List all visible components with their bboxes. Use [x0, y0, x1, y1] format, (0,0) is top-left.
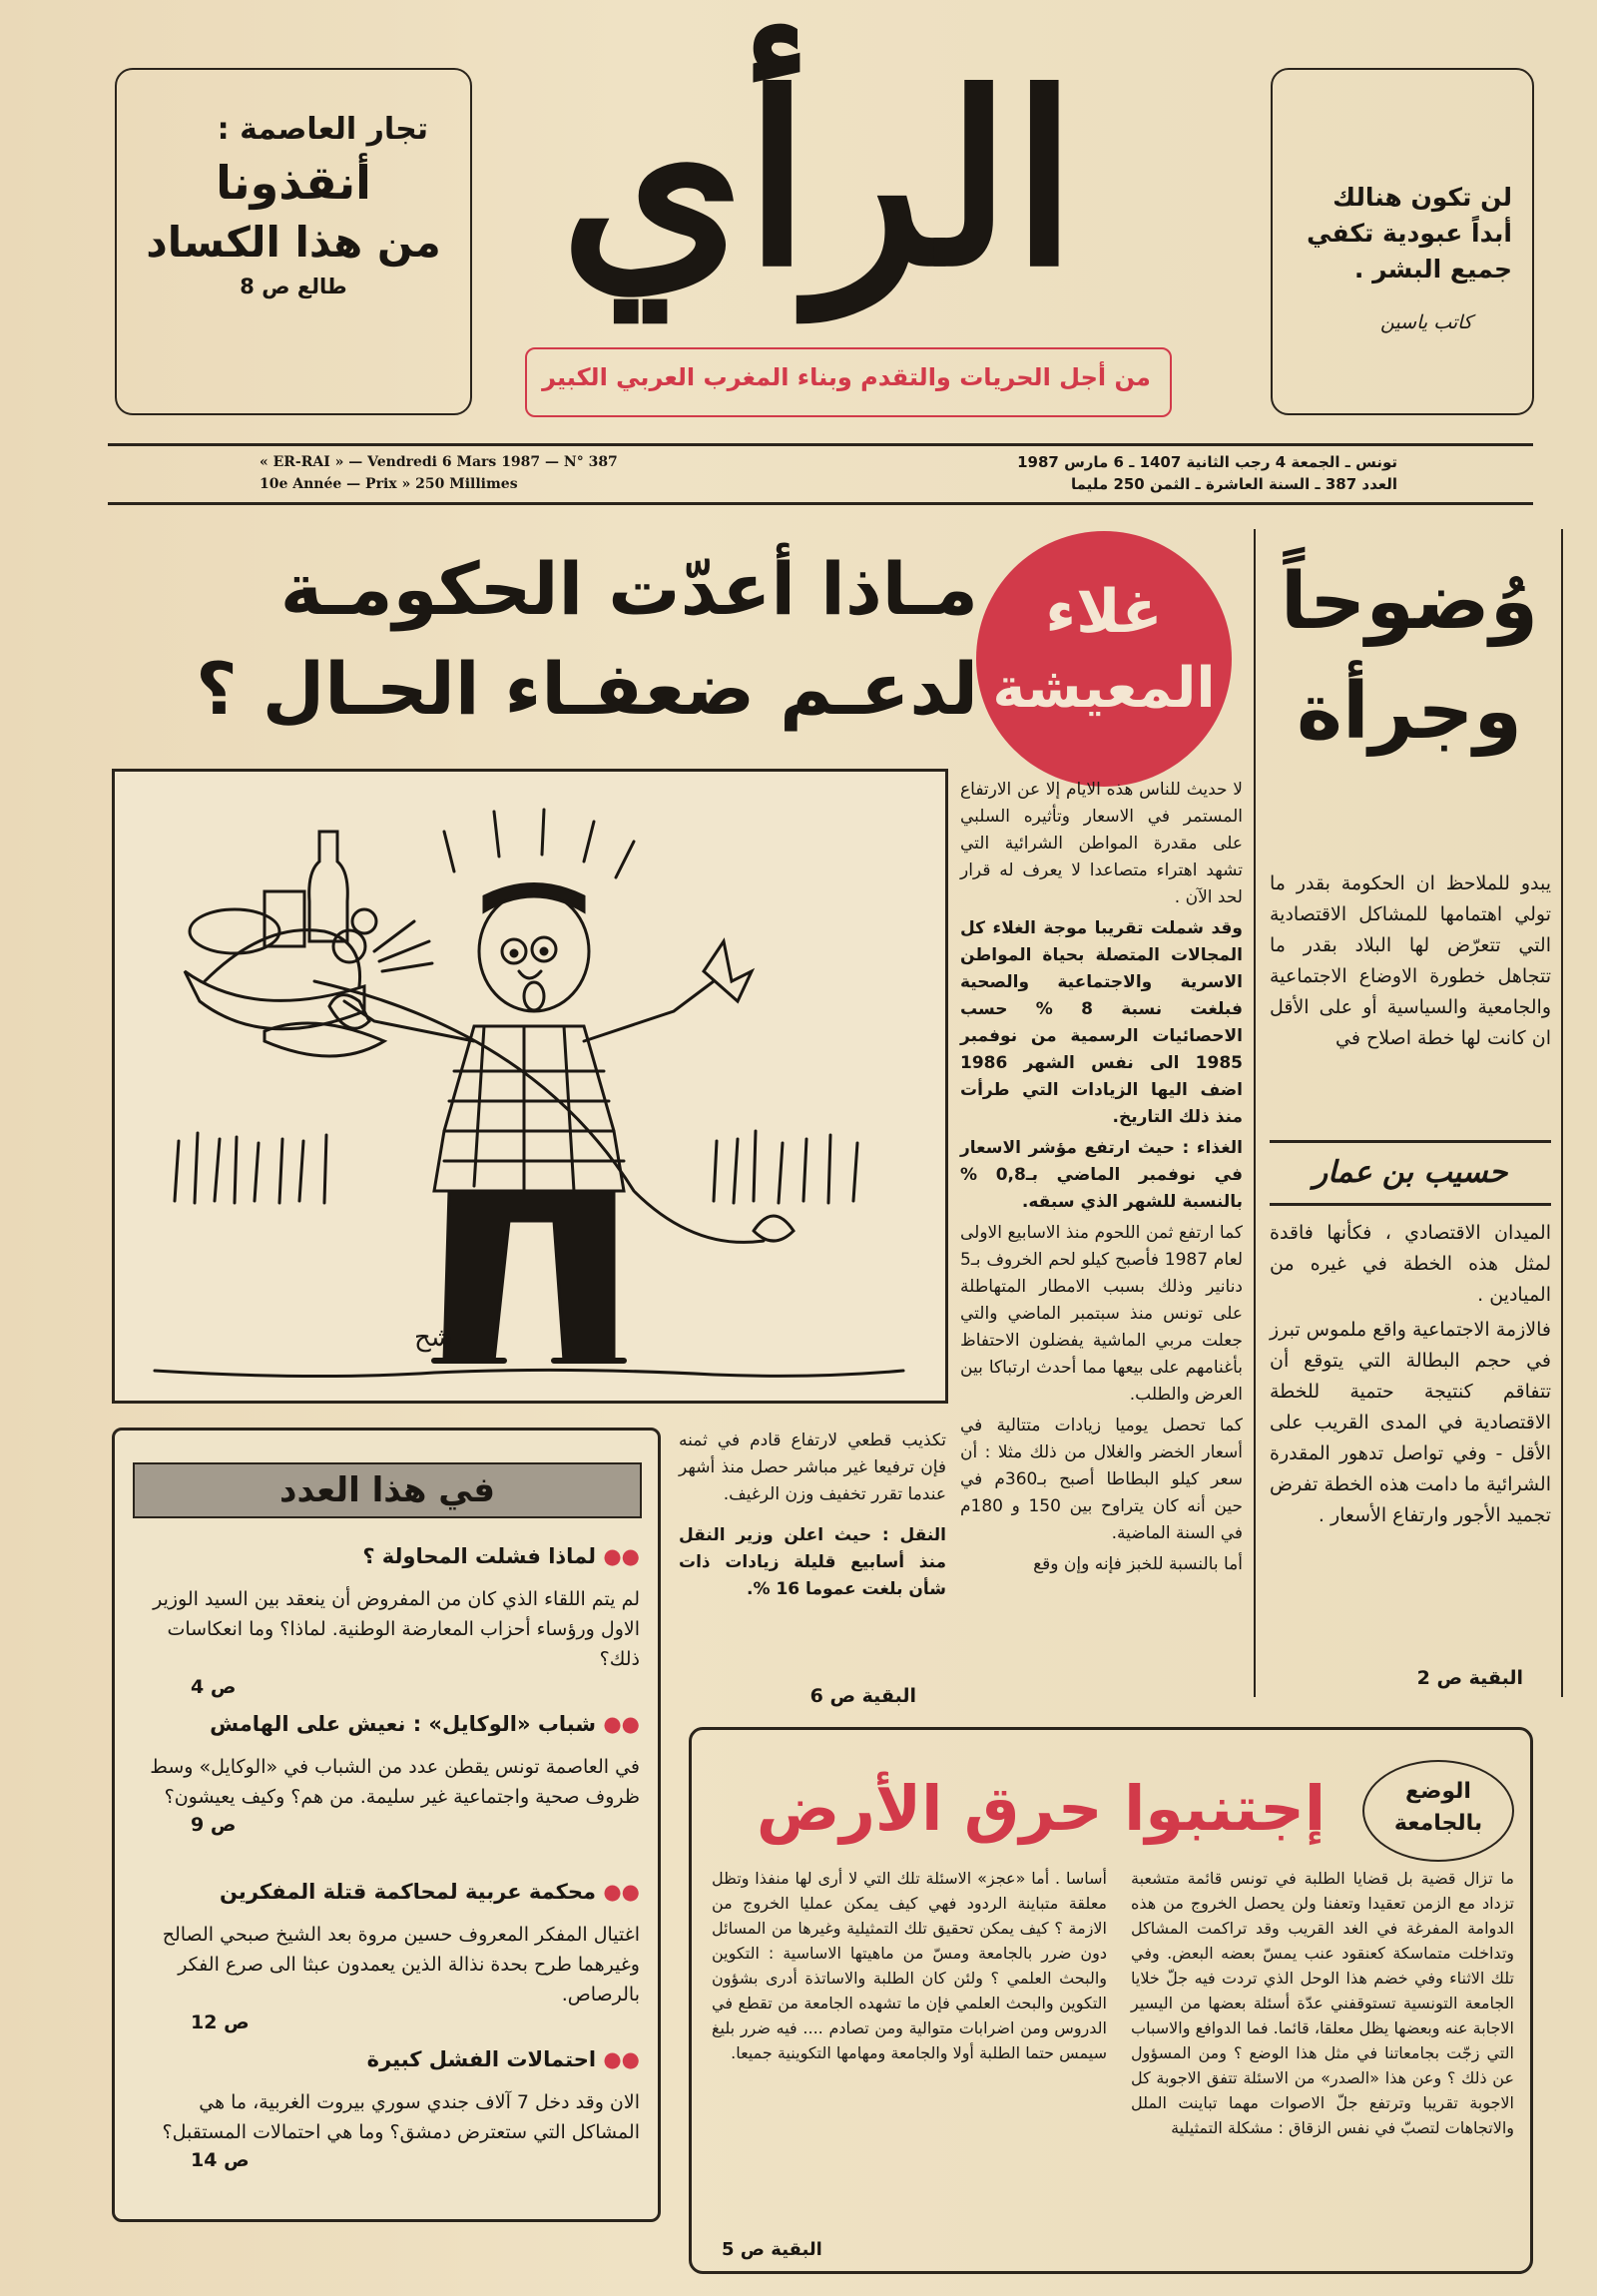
right-ear-quote-box	[1271, 68, 1534, 415]
in-this-issue-title: في هذا العدد	[279, 1470, 495, 1510]
toc-item[interactable]	[141, 1876, 640, 2043]
editorial-author: حسيب بن عمار	[1313, 1155, 1508, 1190]
main-article-col2	[679, 1428, 946, 1607]
quote-line: جميع البشر .	[1353, 255, 1512, 284]
ear-headline: أنقذونا	[216, 156, 371, 210]
toc-item-page: ص 14	[191, 2149, 250, 2171]
column-rule	[1254, 529, 1256, 1697]
article-paragraph: النقل : حيث اعلن وزير النقل منذ أسابيع قليلة زيادات ذات شأن بلغت عموما 16 %.	[679, 1525, 946, 1599]
editorial-continued[interactable]: البقية ص 2	[1416, 1667, 1523, 1689]
university-headline: إجتنبوا حرق الأرض	[756, 1772, 1327, 1845]
dateline-line: 10e Année — Prix » 250 Millimes	[260, 476, 518, 492]
toc-item-page: ص 9	[191, 1814, 237, 1836]
article-paragraph: الغذاء : حيث ارتفع مؤشر الاسعار في نوفمبر الماضي بـ0,8 % بالنسبة للشهر الذي سبقه.	[960, 1138, 1243, 1212]
toc-item-title: ●● محكمة عربية لمحاكمة قتلة المفكرين	[220, 1880, 640, 1904]
toc-item-title: ●● احتمالات الفشل كبيرة	[366, 2047, 640, 2071]
headline-line: مـاذا أعدّت الحكومـة	[279, 547, 978, 631]
toc-item-page: ص 12	[191, 2011, 250, 2033]
article-paragraph: أما بالنسبة للخبز فإنه وإن وقع	[1033, 1554, 1243, 1574]
quote-line: أبداً عبودية تكفي	[1307, 219, 1512, 248]
ear-page-ref: طالع ص 8	[240, 275, 347, 298]
toc-item[interactable]	[141, 1708, 640, 1876]
toc-item-text: الان وقد دخل 7 آلاف جندي سوري بيروت الغربية، ما هي المشاكل التي ستعترض دمشق؟ وما هي احتمالات المستقبل؟	[162, 2091, 640, 2143]
toc-item[interactable]	[141, 1540, 640, 1708]
cartoon-frame	[112, 769, 948, 1404]
university-col-right: ما تزال قضية بل قضايا الطلبة في تونس قائمة متشعبة تزداد مع الزمن تعقيدا وتعفنا ولن يحصل الخروج من هذه الدوامة المفرغة في الغد القريب وقد تراكمت المشاكل وتداخلت متماسكة كعنقود عنب يمسّ بعضه البعض. وفي تلك الاثناء وفي خضم هذا الوحل الذي تردت فيه جلّ خلايا الجامعة التونسية تستوقفني عدّة أسئلة بعضها من اليسير الاجابة عنه وبعضها يظل معلقا، قائما. فما الدوافع والاسباب التي زجّت بجامعاتنا في مثل هذا الوضع ؟ ومن المسؤول عن ذلك ؟ وعن هذا «الصدر» من الاسئلة تتفق الاجوبة كل الاجوبة تقريبا وترتفع جلّ الاصوات مهما تباينت الملل والاتجاهات لتصبّ في نفس الزقاق : مشكلة التمثيلية	[1131, 1869, 1514, 2137]
ear-kicker: تجار العاصمة :	[217, 112, 428, 147]
ear-headline: من هذا الكساد	[146, 218, 441, 267]
toc-item-title: ●● شباب «الوكايل» : نعيش على الهامش	[210, 1712, 640, 1736]
editorial-paragraph: فالازمة الاجتماعية واقع ملموس تبرز في حجم البطالة التي يتوقع أن تتفاقم كنتيجة حتمية للخطة الاقتصادية في المدى القريب على الأقل - وفي تواصل تدهور المقدرة الشرائية ما دامت هذه الخطة تفرض تجميد الأجور وارتفاع الأسعار .	[1270, 1319, 1551, 1526]
editorial-body-cont	[1270, 1218, 1551, 1535]
article-paragraph: كما تحصل يوميا زيادات متتالية في أسعار الخضر والغلال من ذلك مثلا : أن سعر كيلو البطاطا أصبح بـ360م في حين أنه كان يتراوح بين 150 و 180م في السنة الماضية.	[960, 1416, 1243, 1543]
toc-item-text: في العاصمة تونس يقطن عدد من الشباب في «الوكايل» وسط ظروف صحية واجتماعية غير سليمة. من هم؟ وكيف يعيشون؟	[150, 1756, 640, 1808]
main-article-continued[interactable]: البقية ص 6	[809, 1685, 916, 1707]
in-this-issue-box	[112, 1428, 661, 2222]
masthead-title: الرأي	[560, 41, 1077, 318]
toc-item[interactable]	[141, 2043, 640, 2211]
dateline-arabic	[978, 451, 1397, 495]
editorial-body	[1270, 868, 1551, 1058]
article-paragraph: تكذيب قطعي لارتفاع قادم في ثمنه فإن ترفيعا غير مباشر حصل منذ أشهر عندما تقرر تخفيف وزن الرغيف.	[679, 1431, 946, 1504]
editorial-title	[1270, 547, 1549, 767]
headline-line: لدعـم ضعفـاء الحـال ؟	[195, 647, 978, 731]
toc-item-text: لم يتم اللقاء الذي كان من المفروض أن ينعقد بين السيد الوزير الاول ورؤساء أحزاب المعارضة الوطنية. لماذا؟ وما انعكاسات ذلك؟	[153, 1588, 640, 1670]
article-paragraph: كما ارتفع ثمن اللحوم منذ الاسابيع الاولى لعام 1987 فأصبح كيلو لحم الخروف بـ5 دنانير وذلك بسبب الامطار المتهاطلة على تونس منذ سبتمبر الماضي والتي جعلت مربي الماشية يفضلون الاحتفاظ بأغنامهم على بيعها مما أحدث ارتباكا بين العرض والطلب.	[960, 1223, 1243, 1405]
cost-of-living-badge	[976, 531, 1232, 787]
editorial-title-line: وجرأة	[1296, 667, 1522, 757]
column-rule	[1561, 529, 1563, 1697]
in-this-issue-header	[133, 1462, 642, 1518]
article-paragraph: وقد شملت تقريبا موجة الغلاء كل المجالات المتصلة بحياة المواطن الاسرية والاجتماعية والصحية فبلغت نسبة 8 % حسب الاحصائيات الرسمية من نوفمبر 1985 الى نفس الشهر 1986 اضف اليها الزيادات التي طرأت منذ ذلك التاريخ.	[960, 918, 1244, 1127]
main-headline	[120, 539, 978, 739]
dateline-french	[260, 451, 659, 495]
university-article-box	[689, 1727, 1533, 2274]
toc-item-page: ص 4	[191, 1676, 237, 1698]
quote-author: كاتب ياسين	[1379, 311, 1472, 333]
editorial-byline-box	[1270, 1140, 1551, 1206]
tag-line: بالجامعة	[1393, 1811, 1483, 1836]
editorial-paragraph: الميدان الاقتصادي ، فكأنها فاقدة لمثل هذه الخطة في غيره من الميادين .	[1270, 1222, 1551, 1306]
food-basket-icon	[185, 832, 432, 1056]
university-tag	[1362, 1760, 1514, 1862]
editorial-paragraph: يبدو للملاحظ ان الحكومة بقدر ما تولي اهتمامها للمشاكل الاقتصادية التي تتعرّض لها البلاد بقدر ما تتجاهل خطورة الاوضاع الاجتماعية والجامعية والسياسية أو على الأقل ان كانت لها خطة اصلاح في	[1270, 872, 1551, 1049]
cartoon-signature: شح	[414, 1323, 453, 1353]
quote-line: لن تكون هنالك	[1332, 183, 1512, 212]
masthead-slogan: من أجل الحريات والتقدم وبناء المغرب العربي الكبير	[542, 363, 1151, 391]
toc-list	[141, 1540, 640, 2211]
dateline-line: تونس ـ الجمعة 4 رجب الثانية 1407 ـ 6 مارس 1987	[1017, 453, 1397, 471]
toc-item-text: اغتيال المفكر المعروف حسين مروة بعد الشيخ صبحي الصالح وغيرهما طرح بحدة نذالة الذين يعمدون عبثا الى صرع الفكر بالرصاص.	[162, 1924, 640, 2006]
university-col-left: أساسا . أما «عجز» الاسئلة تلك التي لا أرى لها منفذا وتظل معلقة متباينة الردود فهي كيف يمكن عمليا الخروج من الازمة ؟ كيف يمكن تحقيق تلك التمثيلية وغيرها من المسائل دون ضرر بالجامعة ومسّ من ماهيتها الاساسية : التكوين والبحث العلمي ؟ ولئن كان الطلبة والاساتذة أدرى بشؤون التكوين والبحث العلمي فإن ما تشهده الجامعة من تقطع في الدروس ومن اضرابات متوالية ومن تصادم .... فيه ضرر بليغ سيمس حتما الطلبة أولا والجامعة ومهامها التكوينية جميعا.	[712, 1869, 1107, 2062]
cartoon-illustration	[115, 772, 945, 1401]
toc-item-title: ●● لماذا فشلت المحاولة ؟	[362, 1544, 640, 1568]
masthead-rule-bottom	[108, 502, 1533, 505]
main-article-col1	[960, 777, 1243, 1582]
badge-text: المعيشة	[992, 656, 1216, 721]
left-ear-box	[115, 68, 472, 415]
dateline-line: « ER-RAI » — Vendredi 6 Mars 1987 — N° 387	[260, 454, 618, 470]
article-paragraph: لا حديث للناس هذه الايام إلا عن الارتفاع المستمر في الاسعار وتأثيره السلبي على مقدرة المواطن الشرائية التي تشهد اهتراء متصاعدا لا يعرف له قرار لحد الآن .	[960, 780, 1243, 907]
badge-text: غلاء	[1045, 577, 1163, 647]
university-continued[interactable]: البقية ص 5	[722, 2239, 822, 2260]
masthead-slogan-box	[525, 347, 1172, 417]
masthead-rule-top	[108, 443, 1533, 446]
editorial-title-line: وُضوحاً	[1280, 557, 1539, 647]
tag-line: الوضع	[1405, 1779, 1471, 1804]
dateline-line: العدد 387 ـ السنة العاشرة ـ الثمن 250 مليما	[1070, 475, 1397, 493]
